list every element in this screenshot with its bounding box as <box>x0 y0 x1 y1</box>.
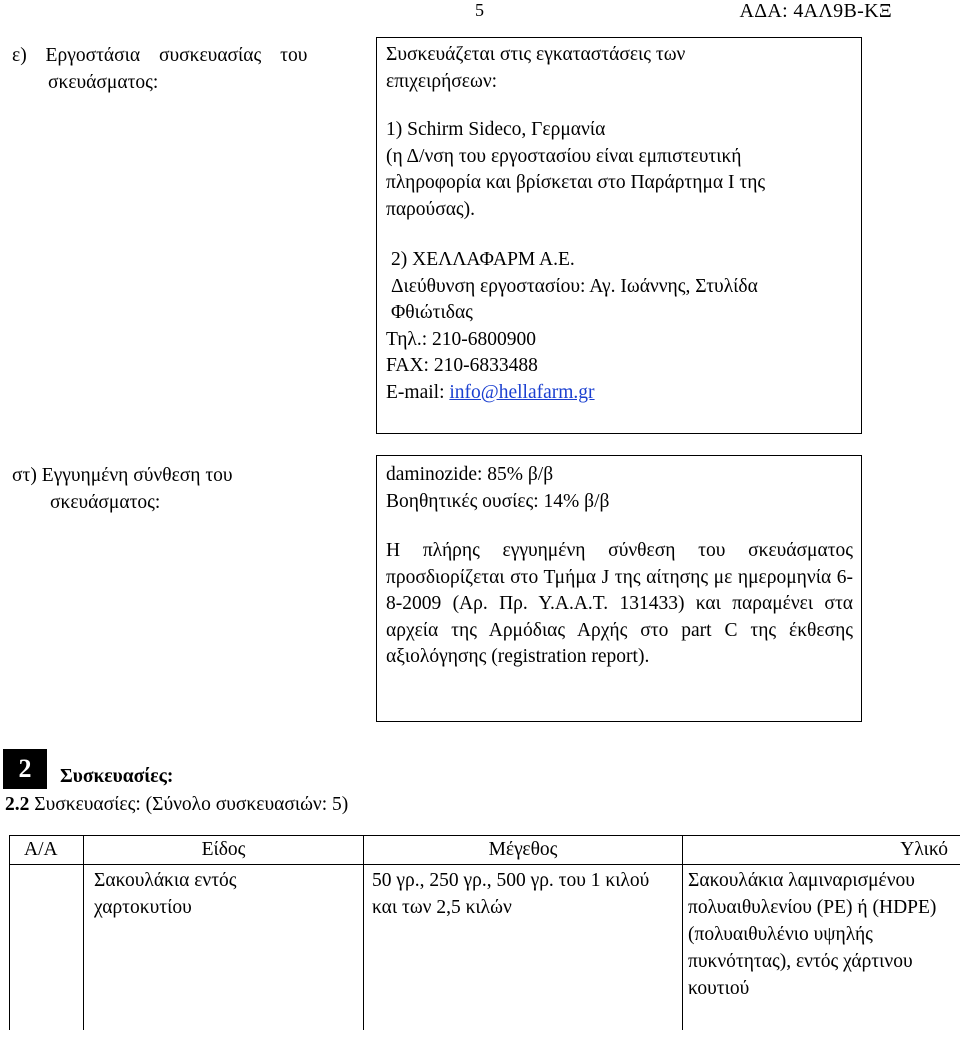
factories-content <box>386 42 852 406</box>
factory2-email-row <box>386 380 852 407</box>
header-aa: Α/Α <box>10 836 84 865</box>
subsection-title <box>5 794 348 816</box>
section-e-label-text: ε) Εργοστάσια συσκευασίας του <box>12 45 308 66</box>
section-st-label-line2: σκευάσματος: <box>50 492 161 513</box>
packaging-table <box>9 835 960 1030</box>
factory2-phone: Τηλ.: 210-6800900 <box>386 328 537 350</box>
factory2-name: 2) ΧΕΛΛΑΦΑΡΜ Α.Ε. <box>391 249 575 270</box>
header-type: Είδος <box>84 836 364 865</box>
composition-content <box>386 462 853 671</box>
section-e-label <box>12 42 368 96</box>
section-number-badge: 2 <box>3 749 47 789</box>
factory2-email-label: E-mail: <box>386 381 450 403</box>
subsection-text: Συσκευασίες: (Σύνολο συσκευασιών: 5) <box>29 794 349 815</box>
factory1-note-1: (η Δ/νση του εργοστασίου είναι εμπιστευτική <box>386 145 742 167</box>
page-number: 5 <box>475 0 484 20</box>
factory2-email-link[interactable]: info@hellafarm.gr <box>449 381 595 403</box>
factory1-note-2: πληροφορία και βρίσκεται στο Παράρτημα Ι της <box>386 172 766 193</box>
factory1-note-3: παρούσας). <box>386 198 476 220</box>
section-e-label-line2: σκευάσματος: <box>48 72 159 93</box>
cell-type: Σακουλάκια εντός χαρτοκυτίου <box>84 865 364 1030</box>
factories-intro-2: επιχειρήσεων: <box>386 70 498 92</box>
factory2-address-2: Φθιώτιδας <box>391 302 473 323</box>
factory1-name: 1) Schirm Sideco, Γερμανία <box>386 119 606 140</box>
composition-active: daminozide: 85% β/β <box>386 464 554 485</box>
header-material: Υλικό <box>683 836 960 865</box>
section-st-label <box>12 462 368 516</box>
cell-material: Σακουλάκια λαμιναρισμένου πολυαιθυλενίου (PE) ή (HDPE) (πολυαιθυλένιο υψηλής πυκνότητας), εντός χάρτινου κουτιού <box>683 865 960 1030</box>
composition-note: Η πλήρης εγγυημένη σύνθεση του σκευάσματος προσδιορίζεται στο Τμήμα J της αίτησης με ημερομηνία 6-8-2009 (Αρ. Πρ. Υ.Α.Α.Τ. 131433) και παραμένει στα αρχεία της Αρμόδιας Αρχής στο part C της έκθεσης αξιολόγησης (registration report). <box>386 540 853 667</box>
factory2-fax: FAX: 210-6833488 <box>386 355 538 376</box>
cell-size: 50 γρ., 250 γρ., 500 γρ. του 1 κιλού και των 2,5 κιλών <box>364 865 683 1030</box>
factory2-address-1: Διεύθυνση εργοστασίου: Αγ. Ιωάννης, Στυλίδα <box>391 275 758 297</box>
ada-code: ΑΔΑ: 4ΑΛ9Β-ΚΞ <box>739 0 892 22</box>
section-st-label-line1: στ) Εγγυημένη σύνθεση του <box>12 465 233 486</box>
subsection-number: 2.2 <box>5 794 30 815</box>
composition-excipients: Βοηθητικές ουσίες: 14% β/β <box>386 490 610 512</box>
factories-intro-1: Συσκευάζεται στις εγκαταστάσεις των <box>386 44 686 65</box>
section-e-label-line1 <box>12 42 368 69</box>
header-size: Μέγεθος <box>364 836 683 865</box>
table-header-row <box>10 836 960 865</box>
section-title: Συσκευασίες: <box>60 766 174 787</box>
table-row <box>10 865 960 1030</box>
cell-aa <box>10 865 84 1030</box>
